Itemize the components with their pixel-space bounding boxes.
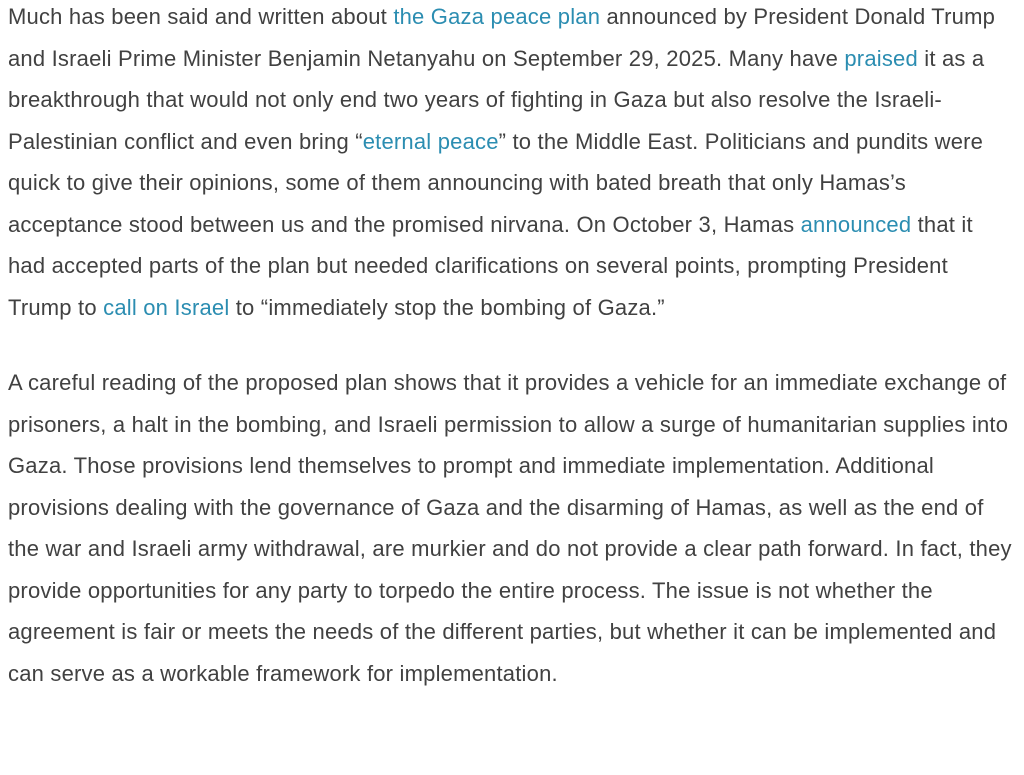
link-praised[interactable]: praised [844,45,918,71]
link-eternal-peace[interactable]: eternal peace [362,128,499,154]
text-run: that it had accepted parts of the plan but needed clarifications on several points, prompting President Trump to [8,211,973,320]
text-run: it as a breakthrough that would not only end two years of fighting in Gaza but also resolve the Israeli-Palestinian conflict and even bring “ [8,45,985,154]
paragraph-1 [8,0,1016,328]
text-run: Much has been said and written about [8,4,394,29]
text-run: announced by President Donald Trump and Israeli Prime Minister Benjamin Netanyahu on September 29, 2025. Many have [8,4,996,71]
link-gaza-peace-plan[interactable]: the Gaza peace plan [393,4,601,29]
link-announced[interactable]: announced [800,211,912,237]
paragraph-2 [8,362,1016,694]
text-run: A careful reading of the proposed plan shows that it provides a vehicle for an immediate exchange of prisoners, a halt in the bombing, and Israeli permission to allow a surge of humanitarian supplies into Gaza. Those provisions lend themselves to prompt and immediate implementation. Additional provisions dealing with the governance of Gaza and the disarming of Hamas, as well as the end of the war and Israeli army withdrawal, are murkier and do not provide a clear path forward. In fact, they provide opportunities for any party to torpedo the entire process. The issue is not whether the agreement is fair or meets the needs of the different parties, but whether it can be implemented and can serve as a workable framework for implementation. [8,370,1012,686]
text-run: ” to the Middle East. Politicians and pundits were quick to give their opinions, some of them announcing with bated breath that only Hamas’s acceptance stood between us and the promised nirvana. On October 3, Hamas [8,128,984,237]
text-run: to “immediately stop the bombing of Gaza.” [229,294,665,320]
link-call-on-israel[interactable]: call on Israel [103,294,230,320]
